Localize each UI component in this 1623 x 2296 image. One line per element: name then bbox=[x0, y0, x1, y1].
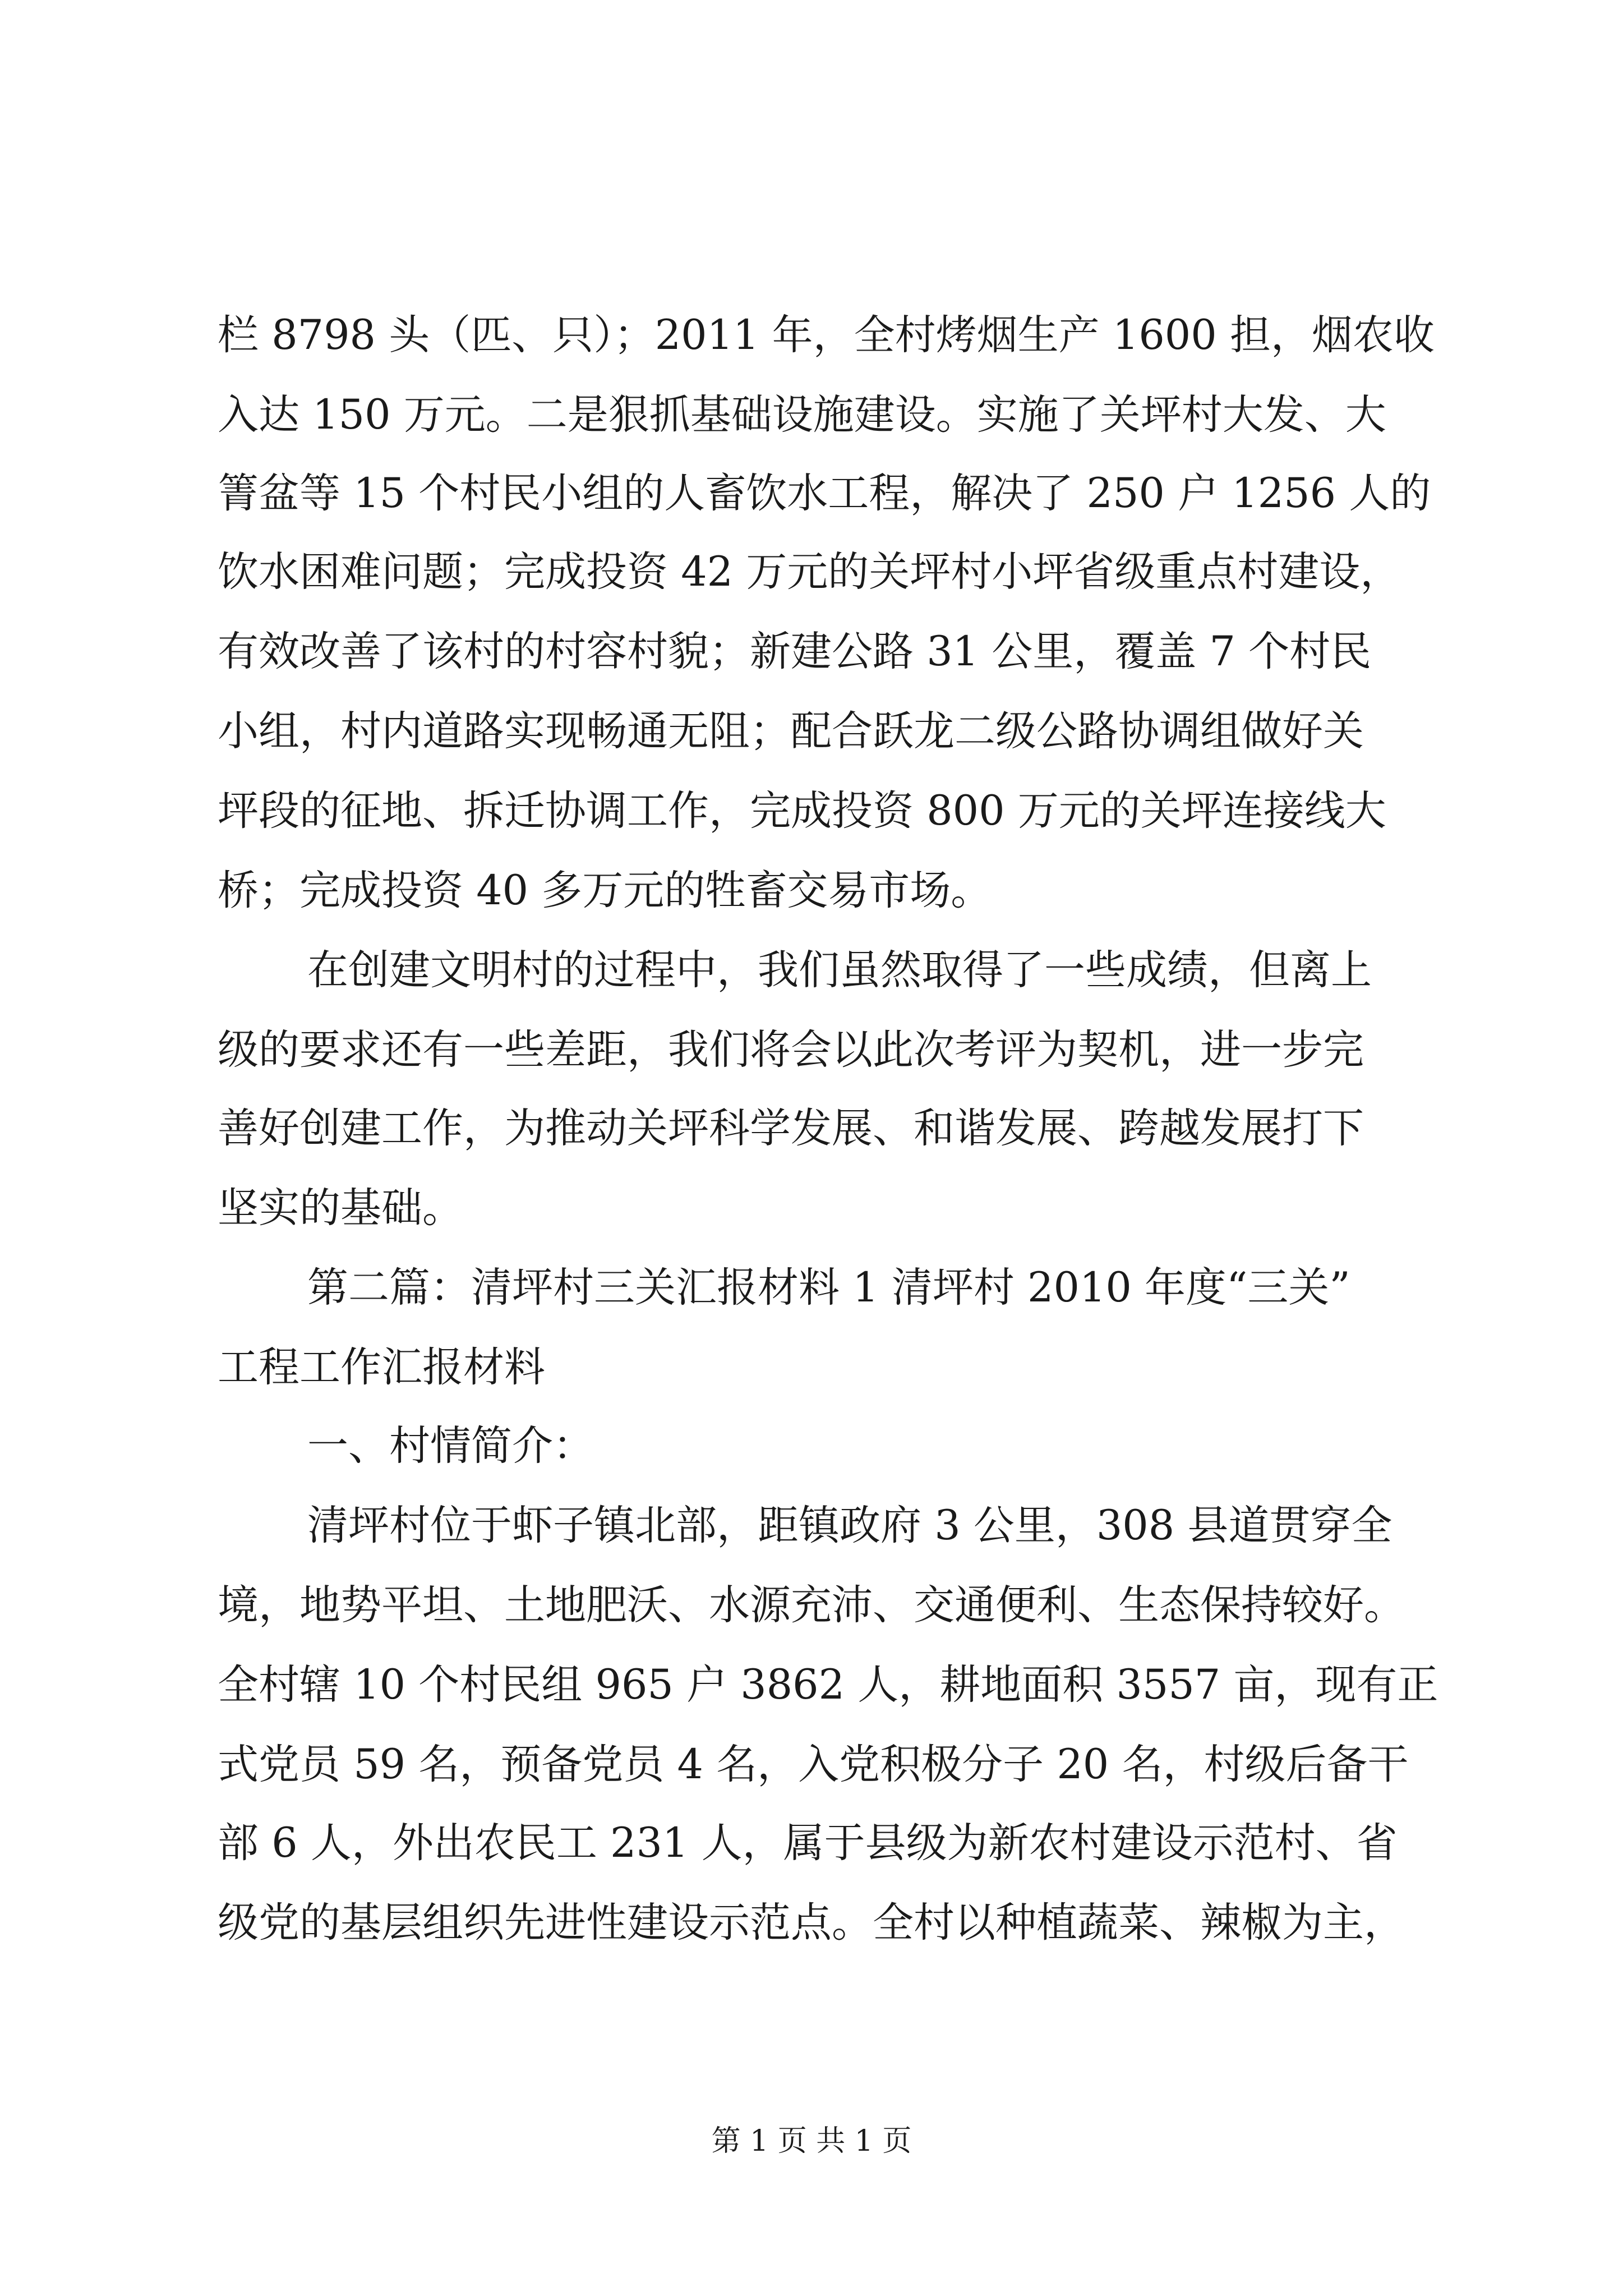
text-line-6: 小组，村内道路实现畅通无阻；配合跃龙二级公路协调组做好关 bbox=[218, 707, 1364, 755]
text-line-19: 式党员 59 名，预备党员 4 名，入党积极分子 20 名，村级后备干 bbox=[218, 1741, 1409, 1788]
section-heading-line-2: 工程工作汇报材料 bbox=[218, 1343, 545, 1391]
text-line-5: 有效改善了该村的村容村貌；新建公路 31 公里，覆盖 7 个村民 bbox=[218, 628, 1372, 675]
text-line-1: 栏 8798 头（匹、只）；2011 年，全村烤烟生产 1600 担，烟农收 bbox=[218, 311, 1435, 359]
text-line-8: 桥；完成投资 40 多万元的牲畜交易市场。 bbox=[218, 867, 992, 914]
text-line-11: 善好创建工作，为推动关坪科学发展、和谐发展、跨越发展打下 bbox=[218, 1105, 1364, 1152]
text-line-20: 部 6 人，外出农民工 231 人，属于县级为新农村建设示范村、省 bbox=[218, 1819, 1398, 1867]
page-number-footer: 第 1 页 共 1 页 bbox=[711, 2124, 912, 2158]
text-line-4: 饮水困难问题；完成投资 42 万元的关坪村小坪省级重点村建设， bbox=[218, 548, 1401, 596]
text-line-9: 在创建文明村的过程中，我们虽然取得了一些成绩，但离上 bbox=[307, 946, 1372, 994]
text-line-7: 坪段的征地、拆迁协调工作，完成投资 800 万元的关坪连接线大 bbox=[218, 787, 1386, 835]
text-line-18: 全村辖 10 个村民组 965 户 3862 人，耕地面积 3557 亩，现有正 bbox=[218, 1661, 1438, 1709]
subsection-heading: 一、村情简介： bbox=[307, 1422, 594, 1470]
text-line-12: 坚实的基础。 bbox=[218, 1184, 463, 1232]
text-line-21: 级党的基层组织先进性建设示范点。全村以种植蔬菜、辣椒为主， bbox=[218, 1899, 1405, 1947]
section-heading-line-1: 第二篇：清坪村三关汇报材料 1 清坪村 2010 年度“三关” bbox=[307, 1264, 1350, 1312]
text-line-2: 入达 150 万元。二是狠抓基础设施建设。实施了关坪村大发、大 bbox=[218, 391, 1386, 439]
text-line-3: 箐盆等 15 个村民小组的人畜饮水工程，解决了 250 户 1256 人的 bbox=[218, 470, 1431, 517]
text-line-10: 级的要求还有一些差距，我们将会以此次考评为契机，进一步完 bbox=[218, 1026, 1364, 1074]
text-line-16: 清坪村位于虾子镇北部，距镇政府 3 公里，308 县道贯穿全 bbox=[307, 1502, 1393, 1549]
text-line-17: 境，地势平坦、土地肥沃、水源充沛、交通便利、生态保持较好。 bbox=[218, 1581, 1405, 1629]
